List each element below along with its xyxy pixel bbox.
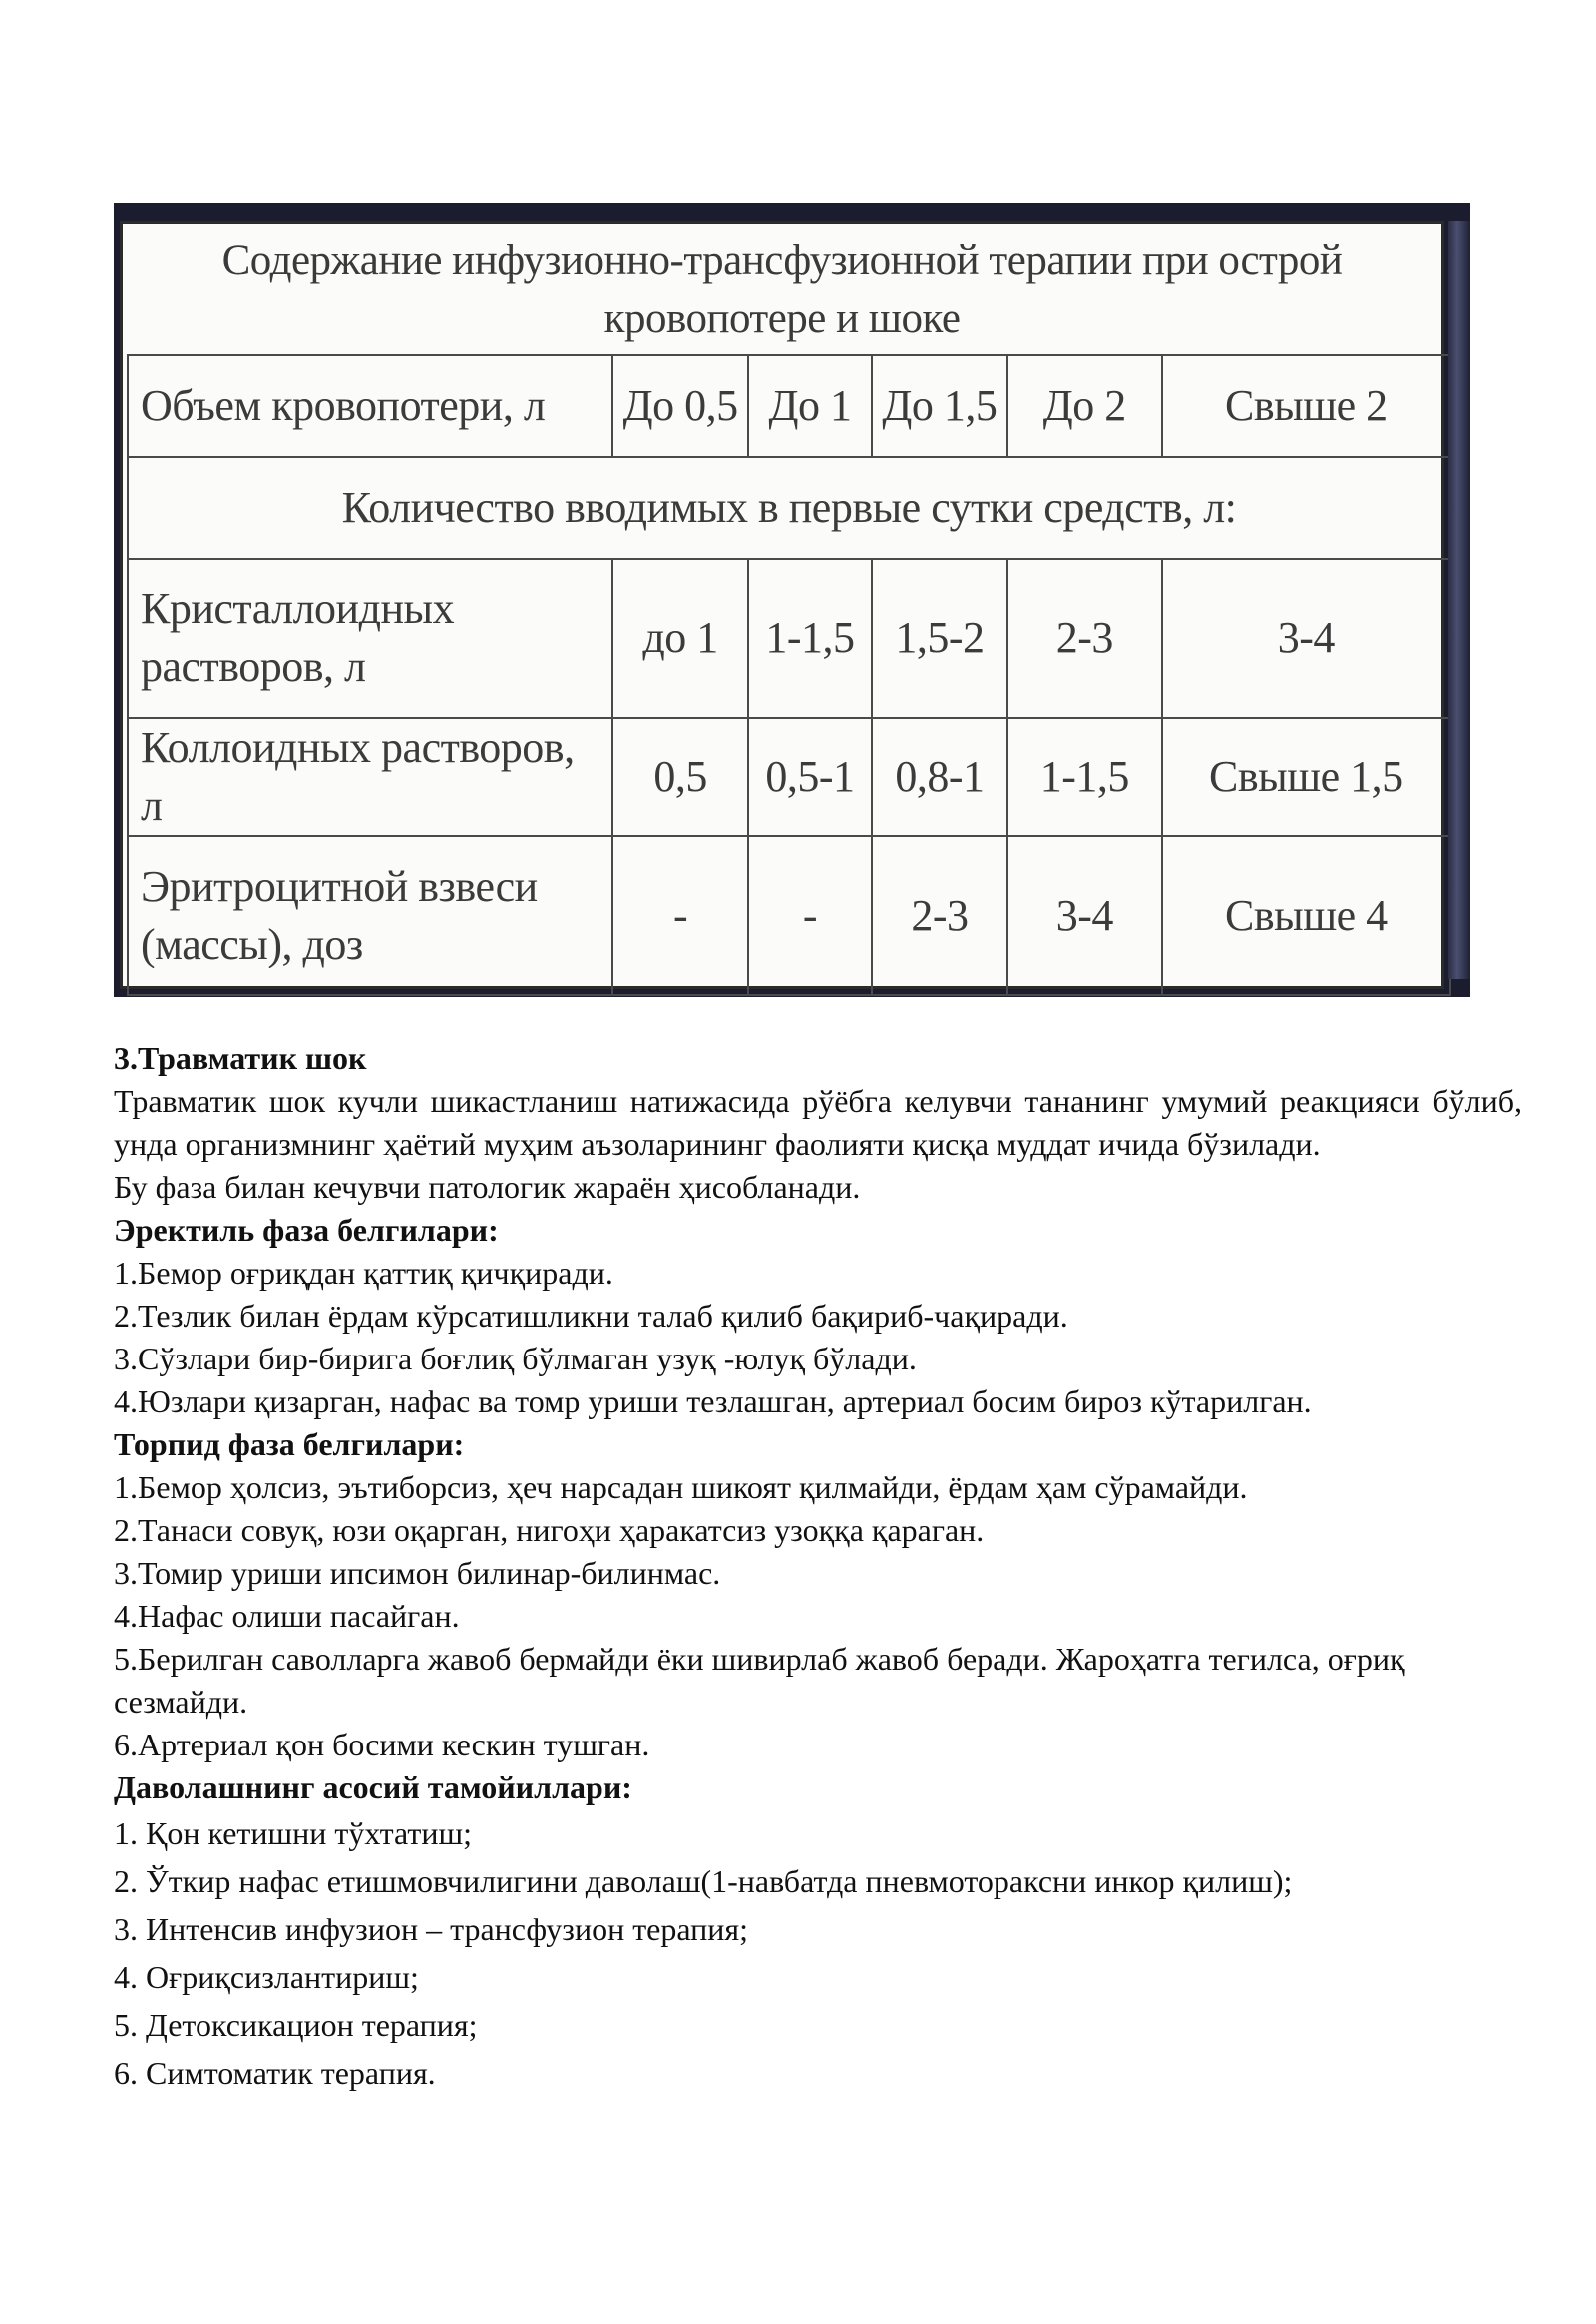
table-cell: 3-4 <box>1162 559 1450 718</box>
intro-paragraph: Травматик шок кучли шикастланиш натижасида рўёбга келувчи тананинг умумий реакцияси бўлиб, унда организмнинг ҳаётий муҳим аъзоларининг фаолияти қисқа муддат ичида бўзилади. <box>114 1083 1522 1162</box>
section-title: 3.Травматик шок <box>114 1040 367 1076</box>
table-row-label-line: Кристаллоидных <box>141 584 455 633</box>
table-caption-line2: кровопотере и шоке <box>603 295 961 342</box>
table-header-cell: До 0,5 <box>612 355 748 457</box>
table-header-cell: До 2 <box>1007 355 1162 457</box>
table-row-label-line: Эритроцитной взвеси <box>141 862 538 911</box>
table-cell: 1-1,5 <box>1007 718 1162 836</box>
table-cell: - <box>612 836 748 995</box>
document-body <box>114 1037 1522 2097</box>
table-row-label <box>128 836 612 995</box>
list-item: 2.Тезлик билан ёрдам кўрсатишликни талаб қилиб бақириб-чақиради. <box>114 1298 1068 1334</box>
torpid-phase-title: Торпид фаза белгилари: <box>114 1426 465 1462</box>
list-item: 1.Бемор оғриқдан қаттиқ қичқиради. <box>114 1255 613 1291</box>
table-row <box>128 836 1450 995</box>
table-cell: 2-3 <box>872 836 1007 995</box>
table-cell: 1,5-2 <box>872 559 1007 718</box>
intro-paragraph-2: Бу фаза билан кечувчи патологик жараён ҳисобланади. <box>114 1169 861 1205</box>
table-header-label: Объем кровопотери, л <box>128 355 612 457</box>
table-header-cell: До 1 <box>748 355 872 457</box>
erectile-phase-title: Эректиль фаза белгилари: <box>114 1212 499 1248</box>
table-row-label-line: (массы), доз <box>141 920 363 968</box>
list-item: 3.Томир уриши ипсимон билинар-билинмас. <box>114 1555 721 1591</box>
list-item: 4.Нафас олиши пасайган. <box>114 1598 460 1634</box>
table-cell: 0,5-1 <box>748 718 872 836</box>
table-cell: 1-1,5 <box>748 559 872 718</box>
table-row-label-line: растворов, л <box>141 642 366 691</box>
list-item: 2. Ўткир нафас етишмовчилигини даволаш(1-навбатда пневмотораксни инкор қилиш); <box>114 1863 1293 1899</box>
table-cell: Свыше 1,5 <box>1162 718 1450 836</box>
list-item: 6. Симтоматик терапия. <box>114 2055 436 2091</box>
list-item: 5.Берилган саволларга жавоб бермайди ёки шивирлаб жавоб беради. Жароҳатга тегилса, оғриқ сезмайди. <box>114 1641 1405 1720</box>
table-row <box>128 559 1450 718</box>
list-item: 1.Бемор ҳолсиз, эътиборсиз, ҳеч нарсадан шикоят қилмайди, ёрдам ҳам сўрамайди. <box>114 1469 1248 1505</box>
table-cell: 0,5 <box>612 718 748 836</box>
table-image <box>114 203 1470 997</box>
table-header-row <box>128 355 1450 457</box>
list-item: 4.Юзлари қизарган, нафас ва томр уриши тезлашган, артериал босим бироз кўтарилган. <box>114 1383 1312 1419</box>
table-cell: до 1 <box>612 559 748 718</box>
table-caption-line1: Содержание инфузионно-трансфузионной терапии при острой <box>221 237 1343 284</box>
table-row-label <box>128 559 612 718</box>
table-subheader-row <box>128 457 1450 559</box>
table-row <box>128 718 1450 836</box>
treatment-title: Даволашнинг асосий тамойиллари: <box>114 1769 632 1805</box>
table-header-cell: Свыше 2 <box>1162 355 1450 457</box>
table-cell: - <box>748 836 872 995</box>
list-item: 2.Танаси совуқ, юзи оқарган, нигоҳи ҳаракатсиз узоққа қараган. <box>114 1512 985 1548</box>
infusion-table <box>127 354 1451 996</box>
table-caption <box>123 224 1441 354</box>
list-item: 5. Детоксикацион терапия; <box>114 2007 478 2043</box>
list-item: 3. Интенсив инфузион – трансфузион терапия; <box>114 1911 749 1947</box>
table-cell: 2-3 <box>1007 559 1162 718</box>
table-cell: Свыше 4 <box>1162 836 1450 995</box>
list-item: 1. Қон кетишни тўхтатиш; <box>114 1815 472 1851</box>
table-subheader: Количество вводимых в первые сутки средств, л: <box>128 457 1450 559</box>
table-row-label: Коллоидных растворов, л <box>128 718 612 836</box>
table-cell: 0,8-1 <box>872 718 1007 836</box>
list-item: 3.Сўзлари бир-бирига боғлиқ бўлмаган узуқ -юлуқ бўлади. <box>114 1341 917 1376</box>
table-paper <box>120 221 1444 989</box>
list-item: 4. Оғриқсизлантириш; <box>114 1959 419 1995</box>
list-item: 6.Артериал қон босими кескин тушган. <box>114 1727 650 1762</box>
table-header-cell: До 1,5 <box>872 355 1007 457</box>
table-cell: 3-4 <box>1007 836 1162 995</box>
